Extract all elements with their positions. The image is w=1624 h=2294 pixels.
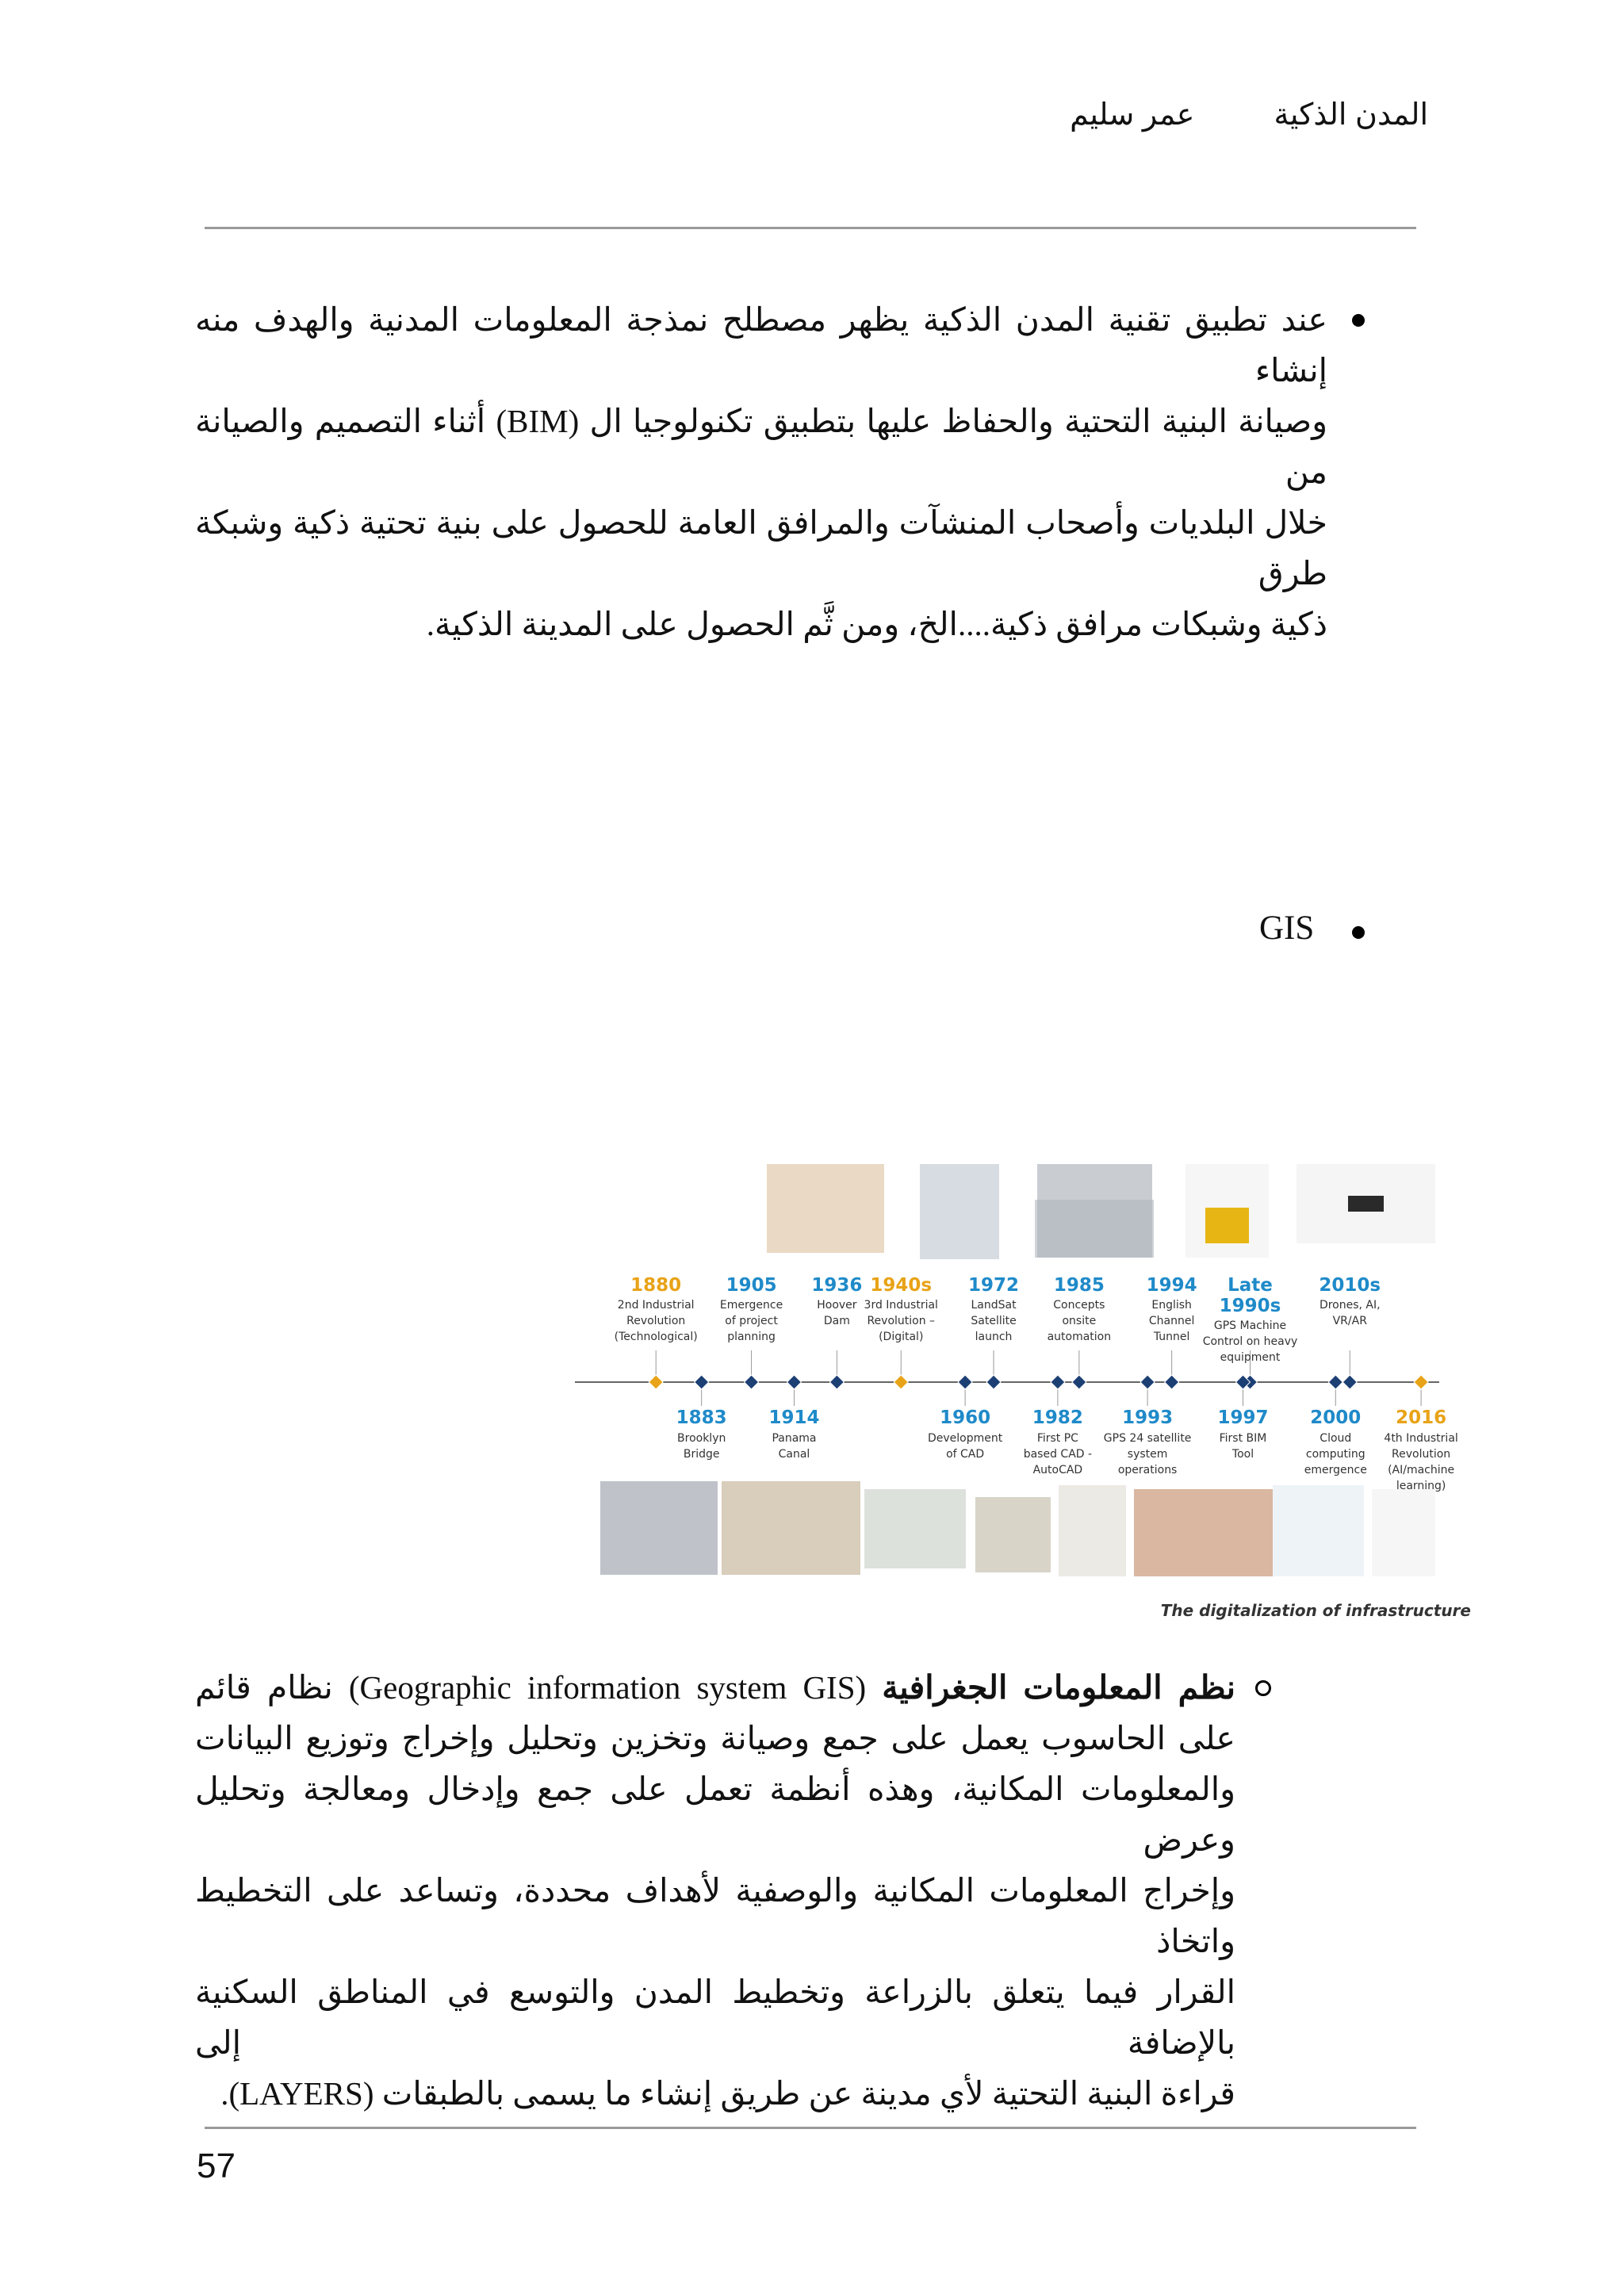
timeline-event-label: Revolution – (867, 1315, 936, 1327)
timeline-year: 1994 (1146, 1275, 1197, 1296)
timeline-marker (649, 1375, 663, 1389)
timeline-event-label: computing (1305, 1448, 1365, 1461)
timeline-marker (1328, 1375, 1342, 1389)
gis-line: القرار فيما يتعلق بالزراعة وتخطيط المدن والتوسع في المناطق السكنية بالإضافة إلى (195, 1974, 1235, 2061)
panama-canal-photo-icon (722, 1481, 860, 1575)
brooklyn-bridge-photo-icon (600, 1481, 718, 1575)
timeline-marker (986, 1375, 1001, 1389)
timeline-event-label: emergence (1304, 1464, 1367, 1476)
timeline-event-label: First PC (1036, 1432, 1078, 1445)
header-rule (205, 227, 1416, 229)
timeline-event-label: Hoover (817, 1299, 857, 1312)
timeline-year: 1905 (726, 1275, 777, 1296)
timeline-year: 1936 (811, 1275, 863, 1296)
timeline-year: 2016 (1396, 1407, 1447, 1428)
timeline-event-label: of CAD (946, 1448, 985, 1461)
bim-line: خلال البلديات وأصحاب المنشآت والمرافق العامة للحصول على بنية تحتية ذكية وشبكة طرق (195, 504, 1327, 592)
timeline-year: 1880 (630, 1275, 682, 1296)
hoover-dam-photo-icon (767, 1164, 884, 1253)
timeline-event-label: system (1127, 1448, 1168, 1461)
timeline-event-label: Drones, AI, (1319, 1299, 1381, 1312)
footer-rule (205, 2127, 1416, 2129)
timeline-year: Late (1228, 1275, 1273, 1296)
timeline-event-label: Revolution (626, 1315, 686, 1327)
timeline-event-label: operations (1117, 1464, 1178, 1476)
timeline-year: 1997 (1217, 1407, 1269, 1428)
cloud-network-photo-icon (1273, 1485, 1364, 1576)
timeline-year: 2000 (1310, 1407, 1362, 1428)
timeline-event-label: 4th Industrial (1384, 1432, 1458, 1445)
author-name: عمر سليم (1070, 98, 1195, 132)
timeline-event-label: equipment (1220, 1351, 1281, 1364)
timeline-year: 1960 (940, 1407, 991, 1428)
timeline-event-label: Revolution (1392, 1448, 1451, 1461)
timeline-event-label: learning) (1396, 1480, 1446, 1492)
timeline-year: 1914 (768, 1407, 820, 1428)
timeline-marker (1165, 1375, 1179, 1389)
timeline-event-label: Concepts (1053, 1299, 1105, 1312)
timeline-event-label: Control on heavy (1202, 1335, 1298, 1348)
timeline-event-label: Brooklyn (677, 1432, 726, 1445)
bim-paragraph (195, 294, 1327, 649)
bim-line: ذكية وشبكات مرافق ذكية....الخ، ومن ثَّم الحصول على المدينة الذكية. (426, 606, 1327, 642)
timeline-event-label: (AI/machine (1388, 1464, 1455, 1476)
bim-line: وصيانة البنية التحتية والحفاظ عليها بتطبيق تكنولوجيا ال (BIM) أثناء التصميم والصيانة من (195, 403, 1327, 490)
gps-instrument-photo-icon (1059, 1485, 1126, 1576)
timeline-marker (745, 1375, 759, 1389)
timeline-event-label: onsite (1062, 1315, 1097, 1327)
timeline-year: 1993 (1122, 1407, 1174, 1428)
bullet-dot-icon (1352, 314, 1365, 327)
timeline-marker (1342, 1375, 1357, 1389)
cad-drawing-photo-icon (864, 1489, 966, 1568)
timeline-event-label: planning (727, 1331, 776, 1343)
gis-line: قراءة البنية التحتية لأي مدينة عن طريق إنشاء ما يسمى بالطبقات (LAYERS). (220, 2075, 1235, 2112)
page-number: 57 (197, 2147, 236, 2185)
timeline-event-label: Development (927, 1432, 1003, 1445)
gis-line: والمعلومات المكانية، وهذه أنظمة تعمل على جمع وإدخال ومعالجة وتحليل وعرض (195, 1771, 1235, 1858)
pc-photo-icon (975, 1497, 1051, 1572)
timeline-year: 1985 (1053, 1275, 1105, 1296)
timeline-event-label: Channel (1148, 1315, 1195, 1327)
bim-line: عند تطبيق تقنية المدن الذكية يظهر مصطلح نمذجة المعلومات المدنية والهدف منه إنشاء (195, 301, 1327, 389)
timeline-event-label: 3rd Industrial (864, 1299, 938, 1312)
timeline-year: 1883 (676, 1407, 727, 1428)
timeline-event-label: GPS Machine (1213, 1319, 1287, 1332)
timeline-event-label: of project (725, 1315, 778, 1327)
timeline-event-label: GPS 24 satellite (1103, 1432, 1192, 1445)
timeline-year: 1972 (968, 1275, 1020, 1296)
timeline-event-label: launch (975, 1331, 1013, 1343)
timeline-event-label: (Digital) (879, 1331, 924, 1343)
timeline-event-label: 2nd Industrial (617, 1299, 695, 1312)
infrastructure-timeline-figure (559, 1164, 1471, 1620)
timeline-event-label: First BIM (1219, 1432, 1267, 1445)
bullet-dot-icon (1352, 926, 1365, 939)
figure-caption: The digitalization of infrastructure (1160, 1601, 1471, 1620)
timeline-marker (894, 1375, 908, 1389)
timeline-event-label: Satellite (971, 1315, 1017, 1327)
gis-term: نظم المعلومات الجغرافية (882, 1669, 1235, 1706)
bullet-ring-icon (1255, 1680, 1271, 1696)
timeline-event-label: AutoCAD (1032, 1464, 1083, 1476)
bottom-photo-strip (600, 1481, 1435, 1576)
timeline-event-label: LandSat (971, 1299, 1017, 1312)
timeline-event-label: English (1151, 1299, 1192, 1312)
timeline-year: 1940s (870, 1275, 933, 1296)
top-photo-strip (767, 1164, 1435, 1259)
timeline-event-label: Canal (778, 1448, 810, 1461)
timeline-svg (559, 1164, 1471, 1608)
bim-model-photo-icon (1134, 1489, 1273, 1576)
timeline-marker (1051, 1375, 1065, 1389)
gis-definition-paragraph (195, 1662, 1235, 2119)
gis-first-line (195, 1662, 1235, 1713)
timeline-event-label: Panama (772, 1432, 817, 1445)
timeline-event-label: based CAD - (1023, 1448, 1093, 1461)
timeline-event-label: Dam (823, 1315, 850, 1327)
book-title: المدن الذكية (1274, 98, 1428, 132)
timeline-marker (1414, 1375, 1428, 1389)
timeline-event-label: Emergence (719, 1299, 783, 1312)
timeline-event-label: Cloud (1320, 1432, 1352, 1445)
timeline-marker (695, 1375, 709, 1389)
gis-line: على الحاسوب يعمل على جمع وصيانة وتخزين وتحليل وإخراج وتوزيع البيانات (195, 1720, 1235, 1756)
timeline-event-label: VR/AR (1332, 1315, 1367, 1327)
timeline-marker (1140, 1375, 1155, 1389)
gis-first-line-rest: (Geographic information system GIS) نظام قائم (195, 1669, 883, 1706)
running-head (1070, 97, 1428, 132)
timeline-marker (829, 1375, 844, 1389)
timeline-year: 2010s (1319, 1275, 1381, 1296)
timeline-event-label: (Technological) (614, 1331, 698, 1343)
timeline-year: 1982 (1032, 1407, 1083, 1428)
timeline-event-label: Tunnel (1153, 1331, 1190, 1343)
timeline-marker (1072, 1375, 1086, 1389)
gis-line: وإخراج المعلومات المكانية والوصفية لأهداف محددة، وتساعد على التخطيط واتخاذ (195, 1872, 1235, 1959)
timeline-event-label: Bridge (683, 1448, 720, 1461)
timeline-event-label: Tool (1231, 1448, 1254, 1461)
satellite-photo-icon (920, 1164, 999, 1259)
timeline-marker (787, 1375, 801, 1389)
timeline-event-label: automation (1047, 1331, 1112, 1343)
timeline-marker (958, 1375, 972, 1389)
gis-heading: GIS (1259, 910, 1315, 947)
timeline-year: 1990s (1219, 1296, 1281, 1316)
